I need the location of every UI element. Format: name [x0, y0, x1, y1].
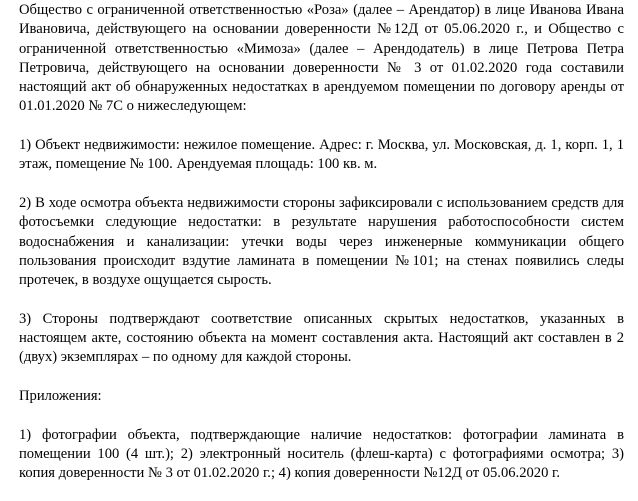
paragraph-gap — [19, 406, 624, 425]
item-3-paragraph: 3) Стороны подтверждают соответствие описанных скрытых недостатков, указанных в настоящем акте, состоянию объекта на момент составления акта. Настоящий акт составлен в 2 (двух) экземплярах – по одному для каждой стороны. — [19, 310, 624, 366]
paragraph-gap — [19, 117, 624, 136]
paragraph-gap — [19, 175, 624, 194]
item-2-paragraph: 2) В ходе осмотра объекта недвижимости стороны зафиксировали с использованием средств для фотосъемки следующие недостатки: в результате нарушения работоспособности систем водоснабжения и канализации: утечки воды через инженерные коммуникации общего пользования происходит вздутие ламината в помещении №101; на стенах появились следы протечек, в воздухе ощущается сырость. — [19, 194, 624, 289]
intro-paragraph: Общество с ограниченной ответственностью «Роза» (далее – Арендатор) в лице Иванова Ивана Ивановича, действующего на основании доверенности №12Д от 05.06.2020 г., и Общество с ограниченной ответственностью «Мимоза» (далее – Арендодатель) в лице Петрова Петра Петровича, действующего на основании доверенности № 3 от 01.02.2020 года составили настоящий акт об обнаруженных недостатках в арендуемом помещении по договору аренды от 01.01.2020 № 7С о нижеследующем: — [19, 2, 624, 115]
item-1-paragraph: 1) Объект недвижимости: нежилое помещение. Адрес: г. Москва, ул. Московская, д. 1, корп. 1, 1 этаж, помещение № 100. Арендуемая площадь: 100 кв. м. — [19, 137, 624, 173]
paragraph-gap — [19, 368, 624, 387]
paragraph-gap — [19, 290, 624, 309]
attachments-heading: Приложения: — [19, 387, 102, 404]
attachments-paragraph: 1) фотографии объекта, подтверждающие наличие недостатков: фотографии ламината в помещении 100 (4 шт.); 2) электронный носитель (флеш-карта) с фотографиями осмотра; 3) копия доверенности № 3 от 01.02.2020 г.; 4) копия доверенности №12Д от 05.06.2020 г. — [19, 426, 624, 482]
